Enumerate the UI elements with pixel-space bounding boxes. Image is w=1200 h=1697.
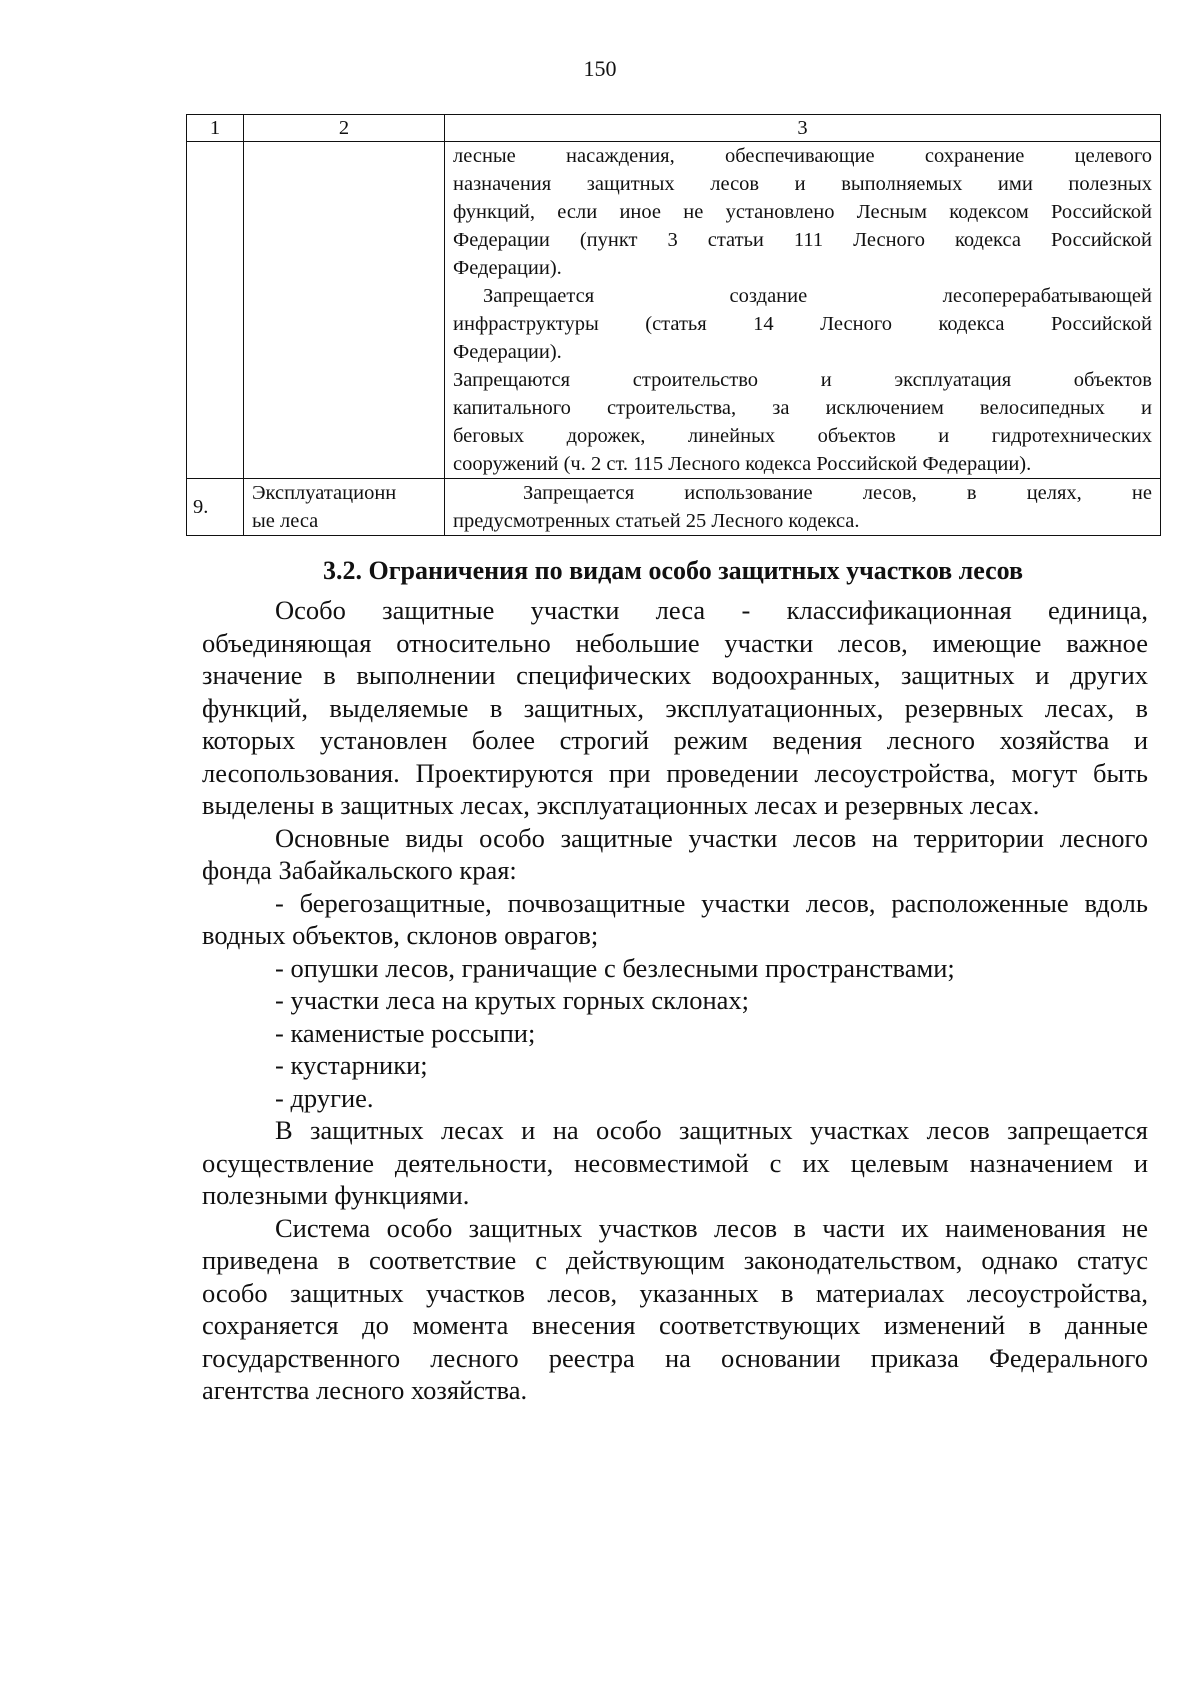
paragraph-line: В защитных лесах и на особо защитных участках лесов запрещается: [275, 1115, 1148, 1145]
paragraph-line: Основные виды особо защитные участки лесов на территории лесного: [275, 822, 1148, 853]
paragraph-line: лесопользования. Проектируются при проведении лесоустройства, могут быть: [202, 757, 1148, 788]
page-number: 150: [583, 56, 617, 81]
header-cell-3: 3: [445, 115, 1161, 142]
row-text-line: функций, если иное не установлено Лесным кодексом Российской: [453, 201, 1152, 223]
row-text-line: Федерации (пункт 3 статьи 111 Лесного кодекса Российской: [453, 229, 1152, 251]
row-name-line: ые леса: [252, 510, 319, 532]
row-text-line: капитального строительства, за исключением велосипедных и: [453, 397, 1152, 419]
list-item: - участки леса на крутых горных склонах;: [275, 985, 750, 1015]
paragraph-line: значение в выполнении специфических водоохранных, защитных и других: [202, 660, 1148, 690]
row-name-line: Эксплуатационн: [252, 482, 397, 504]
paragraph-line: особо защитных участков лесов, указанных в материалах лесоустройства,: [202, 1277, 1148, 1308]
row-text-line: беговых дорожек, линейных объектов и гидротехнических: [453, 425, 1152, 447]
paragraph-line: выделены в защитных лесах, эксплуатационных лесах и резервных лесах.: [202, 790, 1040, 820]
row-text-line: сооружений (ч. 2 ст. 115 Лесного кодекса Российской Федерации).: [453, 453, 1032, 475]
paragraph-line: объединяющая относительно небольшие участки лесов, имеющие важное: [202, 627, 1148, 658]
list-item: - берегозащитные, почвозащитные участки лесов, расположенные вдоль: [275, 887, 1148, 918]
row-number-cell: 9.: [187, 479, 244, 536]
table-header-row: [187, 115, 1161, 142]
paragraph-line: Система особо защитных участков лесов в части их наименования не: [275, 1212, 1148, 1243]
paragraph-line: функций, выделяемые в защитных, эксплуатационных, резервных лесах, в: [202, 692, 1148, 723]
row-text-line: предусмотренных статьей 25 Лесного кодекса.: [453, 510, 860, 532]
row-text-cell: [445, 479, 1161, 536]
table-row: [187, 479, 1161, 536]
paragraph-line: агентства лесного хозяйства.: [202, 1375, 528, 1405]
row-text-line: лесные насаждения, обеспечивающие сохранение целевого: [453, 145, 1152, 167]
row-text-line: назначения защитных лесов и выполняемых ими полезных: [453, 173, 1152, 195]
header-cell-1: 1: [187, 115, 244, 142]
paragraph-line: которых установлен более строгий режим ведения лесного хозяйства и: [202, 725, 1148, 755]
list-item: - каменистые россыпи;: [275, 1017, 536, 1048]
list-item: - другие.: [275, 1082, 374, 1113]
row-text-line: Запрещается использование лесов, в целях, не: [523, 482, 1152, 504]
paragraph-line: осуществление деятельности, несовместимой с их целевым назначением и: [202, 1147, 1148, 1178]
section-title: 3.2. Ограничения по видам особо защитных участков лесов: [322, 556, 1024, 585]
restrictions-table: [186, 114, 1161, 536]
paragraph-line: сохраняется до момента внесения соответствующих изменений в данные: [202, 1310, 1148, 1340]
row-text-cell: [445, 142, 1161, 479]
header-cell-2: 2: [244, 115, 445, 142]
list-item-continuation: водных объектов, склонов оврагов;: [202, 920, 599, 950]
paragraph-line: приведена в соответствие с действующим законодательством, однако статус: [202, 1245, 1148, 1275]
row-text-line: Запрещаются строительство и эксплуатация объектов: [453, 369, 1152, 391]
row-number-cell: [187, 142, 244, 479]
paragraph-line: государственного лесного реестра на основании приказа Федерального: [202, 1342, 1148, 1373]
row-name-cell: [244, 479, 445, 536]
paragraph-line: полезными функциями.: [202, 1180, 470, 1210]
body-text: [202, 594, 1148, 1407]
paragraph-line: Особо защитные участки леса - классификационная единица,: [275, 595, 1148, 625]
row-text-line: Федерации).: [453, 341, 562, 363]
list-item: - кустарники;: [275, 1050, 428, 1080]
row-name-cell: [244, 142, 445, 479]
row-text-line: Федерации).: [453, 257, 562, 279]
row-text-line: Запрещается создание лесоперерабатывающей: [483, 285, 1152, 307]
list-item: - опушки лесов, граничащие с безлесными пространствами;: [275, 952, 955, 983]
row-text-line: инфраструктуры (статья 14 Лесного кодекса Российской: [453, 313, 1152, 335]
paragraph-line: фонда Забайкальского края:: [202, 855, 517, 885]
table-row: [187, 142, 1161, 479]
